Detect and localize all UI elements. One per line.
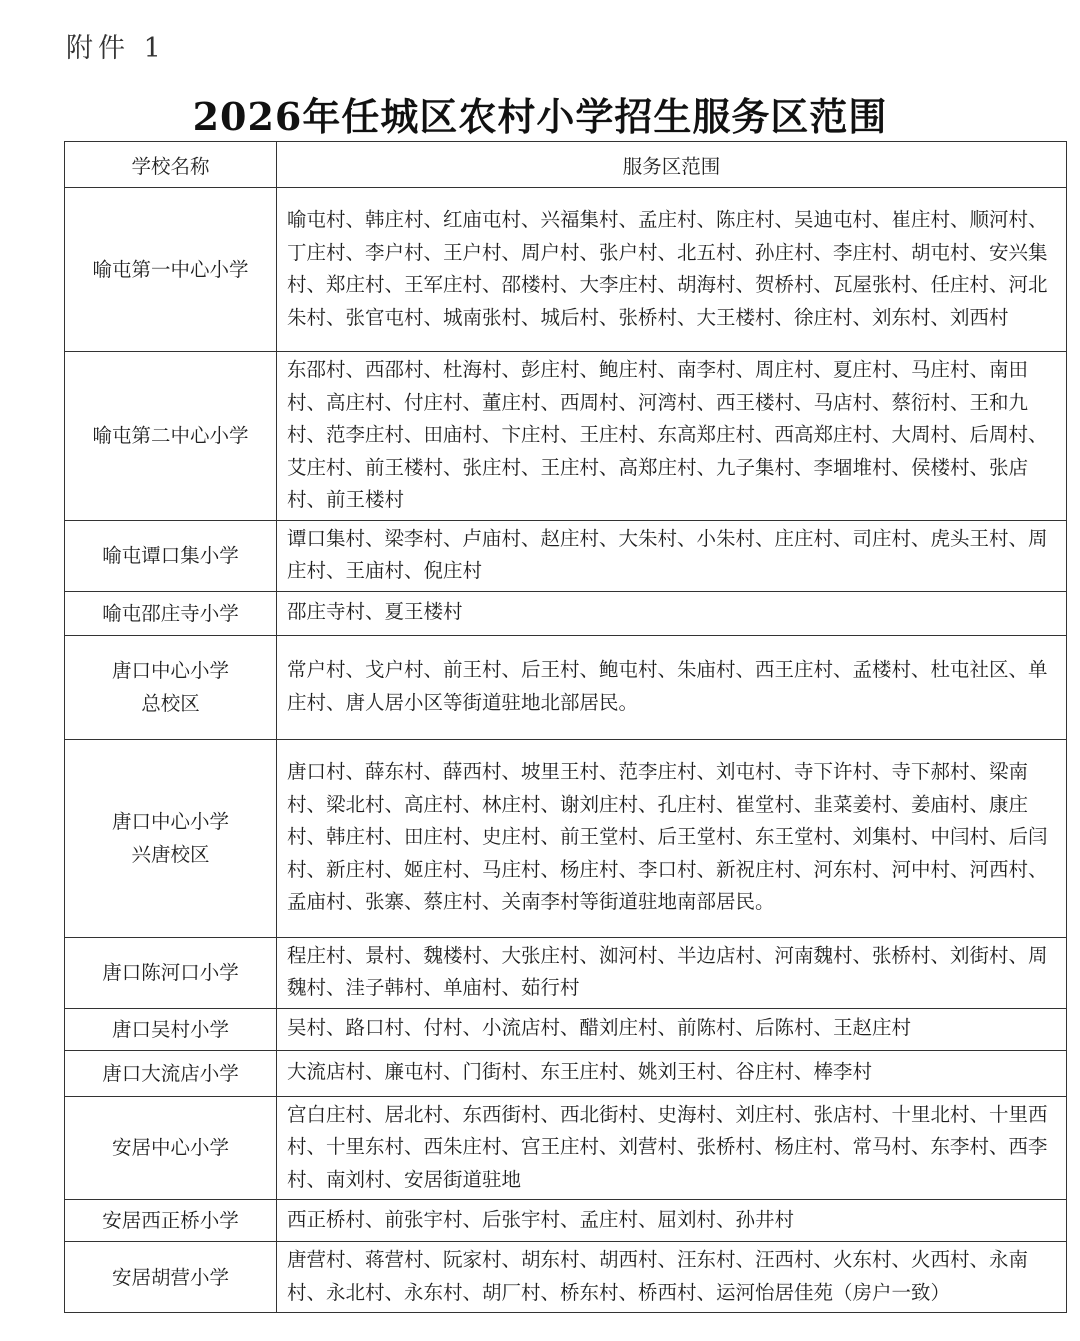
attachment-label: 附件 1	[66, 33, 166, 64]
school-name-cell: 喻屯谭口集小学	[65, 520, 277, 591]
header-school-name: 学校名称	[65, 142, 277, 188]
table-row	[65, 188, 1067, 352]
service-range-cell: 大流店村、廉屯村、门街村、东王庄村、姚刘王村、谷庄村、棒李村	[277, 1050, 1067, 1096]
school-name-cell: 唐口中心小学 总校区	[65, 635, 277, 739]
header-service-range: 服务区范围	[277, 142, 1067, 188]
table-row	[65, 739, 1067, 937]
school-name-cell: 唐口吴村小学	[65, 1008, 277, 1050]
school-name-cell: 唐口陈河口小学	[65, 937, 277, 1008]
school-name-cell: 安居中心小学	[65, 1096, 277, 1200]
school-name-cell: 喻屯第二中心小学	[65, 352, 277, 521]
school-name-cell: 安居胡营小学	[65, 1242, 277, 1313]
service-range-cell: 东邵村、西邵村、杜海村、彭庄村、鲍庄村、南李村、周庄村、夏庄村、马庄村、南田村、高庄村、付庄村、董庄村、西周村、河湾村、西王楼村、马店村、蔡衍村、王和九村、范李庄村、田庙村、卞庄村、王庄村、东高郑庄村、西高郑庄村、大周村、后周村、艾庄村、前王楼村、张庄村、王庄村、高郑庄村、九子集村、李堌堆村、侯楼村、张店村、前王楼村	[277, 352, 1067, 521]
service-range-cell: 吴村、路口村、付村、小流店村、醋刘庄村、前陈村、后陈村、王赵庄村	[277, 1008, 1067, 1050]
service-range-cell: 邵庄寺村、夏王楼村	[277, 591, 1067, 635]
table-row	[65, 352, 1067, 521]
service-range-cell: 程庄村、景村、魏楼村、大张庄村、洳河村、半边店村、河南魏村、张桥村、刘街村、周魏村、洼子韩村、单庙村、茹行村	[277, 937, 1067, 1008]
service-range-cell: 唐口村、薛东村、薛西村、坡里王村、范李庄村、刘屯村、寺下许村、寺下郝村、梁南村、梁北村、高庄村、林庄村、谢刘庄村、孔庄村、崔堂村、韭菜姜村、姜庙村、康庄村、韩庄村、田庄村、史庄村、前王堂村、后王堂村、东王堂村、刘集村、中闫村、后闫村、新庄村、姬庄村、马庄村、杨庄村、李口村、新祝庄村、河东村、河中村、河西村、孟庙村、张寨、蔡庄村、关南李村等街道驻地南部居民。	[277, 739, 1067, 937]
service-zone-table	[64, 141, 1067, 1313]
service-range-cell: 常户村、戈户村、前王村、后王村、鲍屯村、朱庙村、西王庄村、孟楼村、杜屯社区、单庄村、唐人居小区等街道驻地北部居民。	[277, 635, 1067, 739]
table-row	[65, 1096, 1067, 1200]
table-row	[65, 1242, 1067, 1313]
service-range-cell: 唐营村、蒋营村、阮家村、胡东村、胡西村、汪东村、汪西村、火东村、火西村、永南村、永北村、永东村、胡厂村、桥东村、桥西村、运河怡居佳苑（房户一致）	[277, 1242, 1067, 1313]
table-row	[65, 635, 1067, 739]
table-header-row	[65, 142, 1067, 188]
table-row	[65, 1008, 1067, 1050]
service-range-cell: 喻屯村、韩庄村、红庙屯村、兴福集村、孟庄村、陈庄村、吴迪屯村、崔庄村、顺河村、丁庄村、李户村、王户村、周户村、张户村、北五村、孙庄村、李庄村、胡屯村、安兴集村、郑庄村、王军庄村、邵楼村、大李庄村、胡海村、贺桥村、瓦屋张村、任庄村、河北朱村、张官屯村、城南张村、城后村、张桥村、大王楼村、徐庄村、刘东村、刘西村	[277, 188, 1067, 352]
school-name-cell: 喻屯第一中心小学	[65, 188, 277, 352]
document-title: 2026年任城区农村小学招生服务区范围	[192, 94, 888, 139]
table-row	[65, 1200, 1067, 1242]
table-row	[65, 520, 1067, 591]
school-name-cell: 唐口中心小学 兴唐校区	[65, 739, 277, 937]
service-range-cell: 谭口集村、梁李村、卢庙村、赵庄村、大朱村、小朱村、庄庄村、司庄村、虎头王村、周庄村、王庙村、倪庄村	[277, 520, 1067, 591]
service-range-cell: 西正桥村、前张宇村、后张宇村、孟庄村、屈刘村、孙井村	[277, 1200, 1067, 1242]
school-name-cell: 喻屯邵庄寺小学	[65, 591, 277, 635]
school-name-cell: 安居西正桥小学	[65, 1200, 277, 1242]
school-name-cell: 唐口大流店小学	[65, 1050, 277, 1096]
table-row	[65, 937, 1067, 1008]
table-row	[65, 1050, 1067, 1096]
table-row	[65, 591, 1067, 635]
service-range-cell: 宫白庄村、居北村、东西街村、西北街村、史海村、刘庄村、张店村、十里北村、十里西村、十里东村、西朱庄村、宫王庄村、刘营村、张桥村、杨庄村、常马村、东李村、西李村、南刘村、安居街道驻地	[277, 1096, 1067, 1200]
